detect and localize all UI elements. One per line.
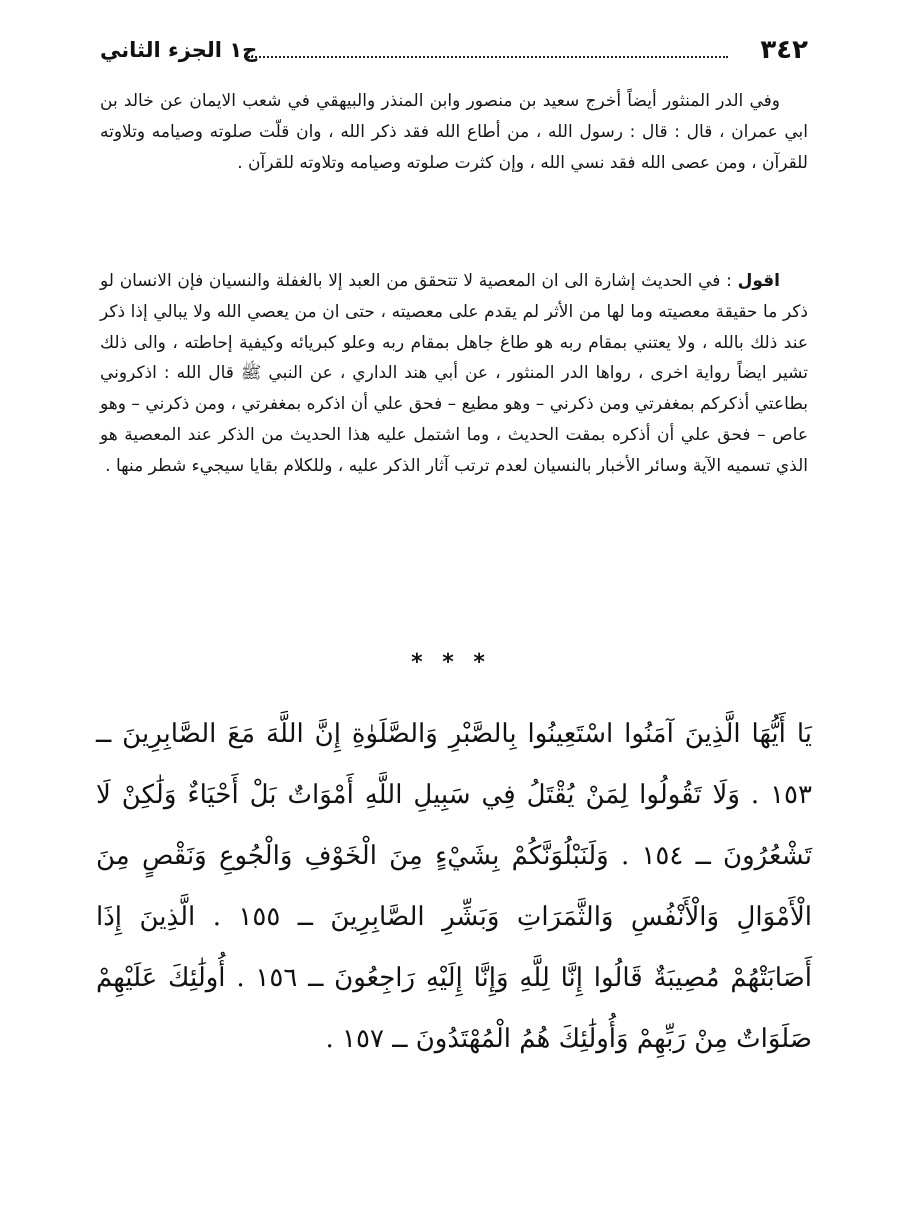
header-dotted-rule bbox=[248, 56, 728, 58]
section-separator: * * * bbox=[411, 650, 491, 675]
running-title: ج١ الجزء الثاني bbox=[100, 38, 258, 62]
paragraph-body bbox=[100, 266, 808, 482]
lead-word: اقول bbox=[737, 271, 780, 291]
paragraph-text: : في الحديث إشارة الى ان المعصية لا تتحقق من العبد إلا بالغفلة والنسيان فإن الانسان لو ذكر ما حقيقة معصيته وما لها من الأثر لم يقدم على معصيته ، حتى ان من يعصي الله ولا يبالي إذا ذكر عند ذلك بالله ، ولا يعتني بمقام ربه هو طاغ جاهل بمقام ربه وعلو كبريائه وكيفية إحاطته ، والى ذلك تشير ايضاً رواية اخرى ، رواها الدر المنثور ، عن أبي هند الداري ، عن النبي ﷺ قال الله : اذكروني بطاعتي أذكركم بمغفرتي ومن ذكرني – وهو مطيع – فحق علي أن اذكره بمغفرتي ، ومن ذكرني – وهو عاص – فحق علي أن أذكره بمقت الحديث ، وما اشتمل عليه هذا الحديث من الذكر عند المعصية هو الذي تسميه الآية وسائر الأخبار بالنسيان لعدم ترتب آثار الذكر عليه ، وللكلام بقايا سيجيء شطر منها . bbox=[100, 271, 808, 476]
page-number: ٣٤٢ bbox=[760, 35, 808, 65]
paragraph-text: وفي الدر المنثور أيضاً أخرج سعيد بن منصور وابن المنذر والبيهقي في شعب الايمان عن خالد بن ابي عمران ، قال : قال : رسول الله ، من أطاع الله فقد ذكر الله ، وان قلّت صلوته وصيامه وتلاوته للقرآن ، ومن عصى الله فقد نسي الله ، وإن كثرت صلوته وصيامه وتلاوته للقرآن . bbox=[100, 91, 808, 173]
quran-verses bbox=[96, 704, 812, 1070]
paragraph-commentary bbox=[100, 266, 808, 482]
page-header bbox=[100, 34, 808, 70]
verses-text: يَا أَيُّهَا الَّذِينَ آمَنُوا اسْتَعِينُوا بِالصَّبْرِ وَالصَّلَوٰةِ إِنَّ اللَّهَ مَعَ الصَّابِرِينَ ــ ١٥٣ . وَلَا تَقُولُوا لِمَنْ يُقْتَلُ فِي سَبِيلِ اللَّهِ أَمْوَاتٌ بَلْ أَحْيَاءٌ وَلَٰكِنْ لَا تَشْعُرُونَ ــ ١٥٤ . وَلَنَبْلُوَنَّكُمْ بِشَيْءٍ مِنَ الْخَوْفِ وَالْجُوعِ وَنَقْصٍ مِنَ الْأَمْوَالِ وَالْأَنْفُسِ وَالثَّمَرَاتِ وَبَشِّرِ الصَّابِرِينَ ــ ١٥٥ . الَّذِينَ إِذَا أَصَابَتْهُمْ مُصِيبَةٌ قَالُوا إِنَّا لِلَّهِ وَإِنَّا إِلَيْهِ رَاجِعُونَ ــ ١٥٦ . أُولَٰئِكَ عَلَيْهِمْ صَلَوَاتٌ مِنْ رَبِّهِمْ وَأُولَٰئِكَ هُمُ الْمُهْتَدُونَ ــ ١٥٧ . bbox=[96, 719, 813, 1054]
paragraph-hadith bbox=[100, 86, 808, 178]
